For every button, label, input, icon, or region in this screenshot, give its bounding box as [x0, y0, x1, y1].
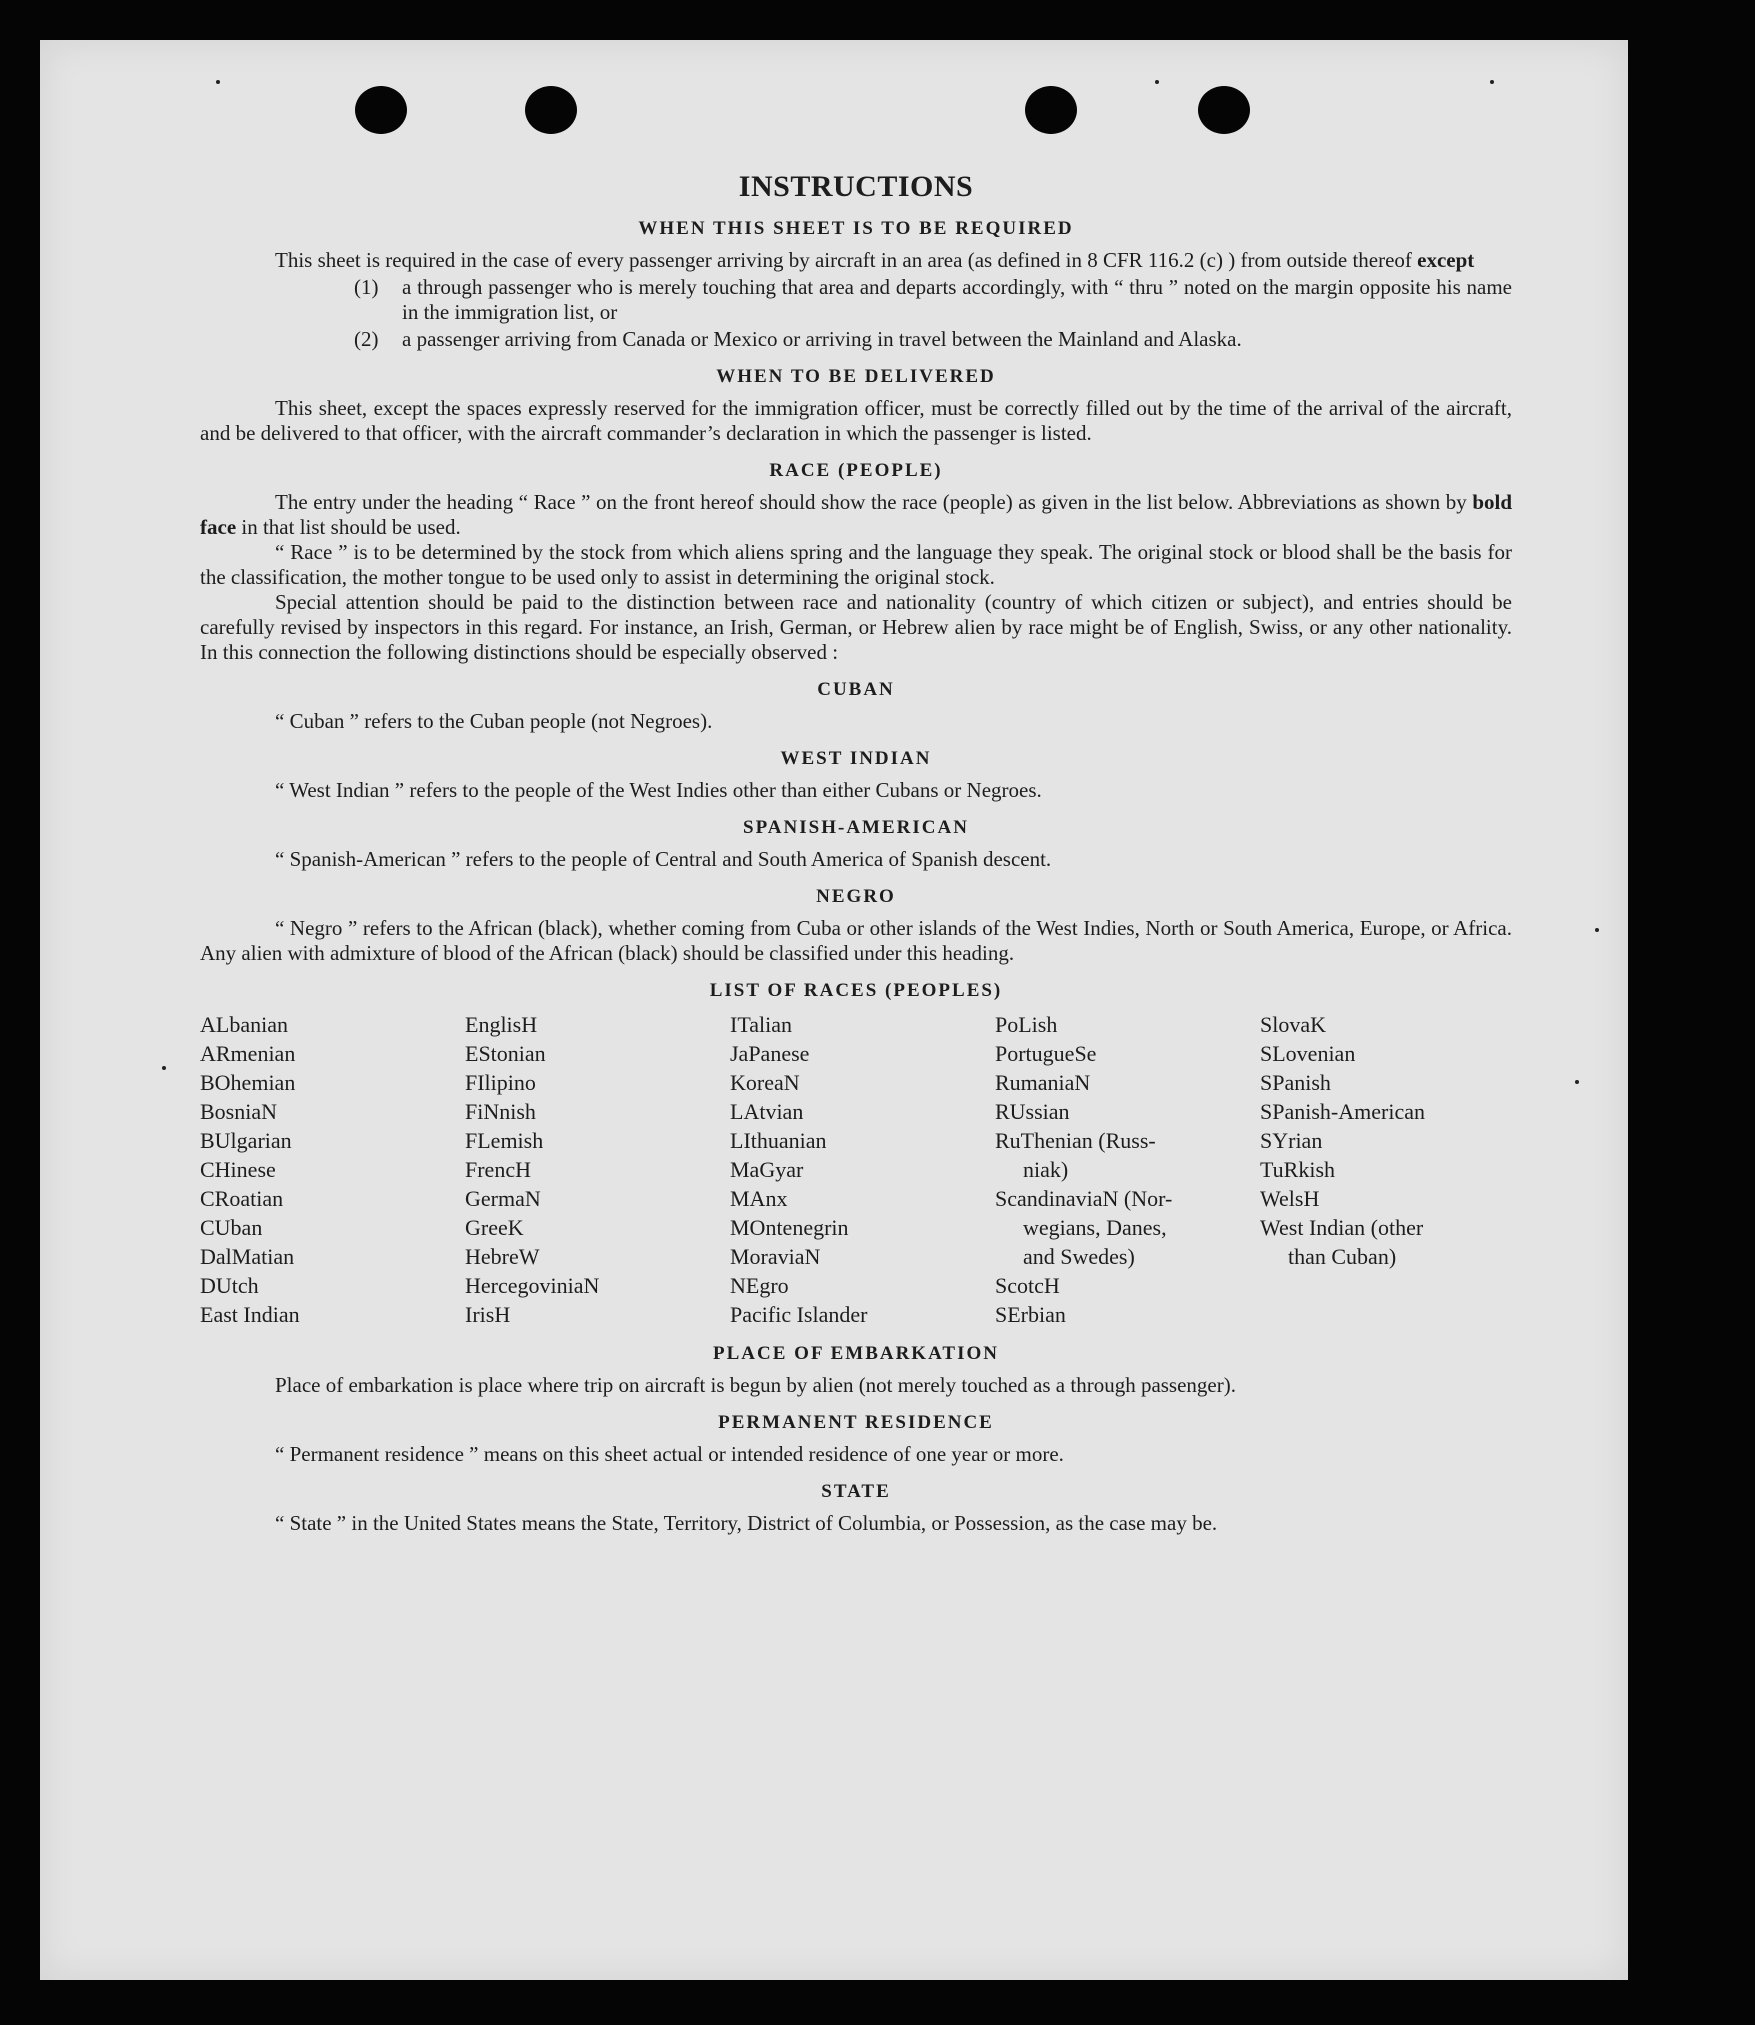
race-entry: SlovaK — [1260, 1012, 1326, 1037]
race-entry: MAnx — [730, 1186, 788, 1211]
list-item — [354, 327, 1512, 352]
heading-embarkation: PLACE OF EMBARKATION — [713, 1343, 999, 1364]
speck — [1155, 80, 1159, 84]
race-entry: KoreaN — [730, 1070, 800, 1095]
race-entry: CUban — [200, 1215, 263, 1240]
race-paragraph-1 — [200, 490, 1512, 540]
race-p1-post: in that list should be used. — [241, 515, 461, 539]
race-p1-text: The entry under the heading “ Race ” on the front hereof should show the race (people) as given in the list below. Abbreviations as shown by — [275, 490, 1467, 514]
race-entry: ScandinaviaN (Nor- — [995, 1186, 1173, 1211]
state-text: “ State ” in the United States means the State, Territory, District of Columbia, or Possession, as the case may be. — [275, 1511, 1218, 1535]
race-entry-continued: wegians, Danes, — [1023, 1215, 1167, 1240]
race-entry: PoLish — [995, 1012, 1058, 1037]
punch-hole — [1198, 86, 1250, 134]
heading-required: WHEN THIS SHEET IS TO BE REQUIRED — [638, 218, 1074, 239]
list-item — [354, 275, 1512, 325]
item-text: a through passenger who is merely touching that area and departs accordingly, with “ thru ” noted on the margin opposite his name in the immigration list, or — [402, 275, 1512, 324]
race-entry-continued: and Swedes) — [1023, 1244, 1135, 1269]
required-intro-text: This sheet is required in the case of every passenger arriving by aircraft in an area (as defined in 8 CFR 116.2 (c) ) from outside thereof — [275, 248, 1412, 272]
race-entry: FiNnish — [465, 1099, 536, 1124]
race-entry: BUlgarian — [200, 1128, 292, 1153]
west-indian-text: “ West Indian ” refers to the people of the West Indies other than either Cubans or Negroes. — [275, 778, 1042, 802]
race-entry: DUtch — [200, 1273, 259, 1298]
race-entry: IrisH — [465, 1302, 511, 1327]
race-entry: EnglisH — [465, 1012, 538, 1037]
speck — [162, 1066, 166, 1070]
item-text: a passenger arriving from Canada or Mexico or arriving in travel between the Mainland and Alaska. — [402, 327, 1242, 351]
race-entry: EStonian — [465, 1041, 546, 1066]
item-number: (1) — [354, 275, 379, 299]
races-column — [995, 1010, 1260, 1329]
race-entry: FIlipino — [465, 1070, 536, 1095]
races-column — [465, 1010, 730, 1329]
race-entry: DalMatian — [200, 1244, 295, 1269]
race-entry: SErbian — [995, 1302, 1066, 1327]
required-intro-bold: except — [1417, 248, 1475, 272]
spanish-american-text: “ Spanish-American ” refers to the people of Central and South America of Spanish descent. — [275, 847, 1052, 871]
race-entry: BosniaN — [200, 1099, 277, 1124]
race-entry: East Indian — [200, 1302, 300, 1327]
race-p1-bold: bold face — [200, 490, 1513, 539]
punch-hole — [355, 86, 407, 134]
heading-spanish-american: SPANISH-AMERICAN — [743, 817, 969, 838]
races-column — [1260, 1010, 1512, 1329]
races-list — [200, 1010, 1512, 1329]
race-entry-continued: niak) — [1023, 1157, 1069, 1182]
heading-list-of-races: LIST OF RACES (PEOPLES) — [709, 980, 1003, 1001]
heading-cuban: CUBAN — [817, 679, 895, 700]
speck — [216, 80, 220, 84]
negro-text: “ Negro ” refers to the African (black), whether coming from Cuba or other islands of the West Indies, North or South America, Europe, or Africa. Any alien with admixture of blood of the African (black) should be classified under this heading. — [200, 916, 1512, 965]
race-paragraph-2: “ Race ” is to be determined by the stock from which aliens spring and the language they speak. The original stock or blood shall be the basis for the classification, the mother tongue to be used only to assist in determining the original stock. — [200, 540, 1512, 589]
race-entry: CHinese — [200, 1157, 276, 1182]
race-entry: JaPanese — [730, 1041, 810, 1066]
race-entry-continued: than Cuban) — [1288, 1244, 1397, 1269]
heading-state: STATE — [821, 1481, 891, 1502]
heading-negro: NEGRO — [816, 886, 896, 907]
race-entry: RuThenian (Russ- — [995, 1128, 1156, 1153]
race-entry: LAtvian — [730, 1099, 804, 1124]
race-entry: MaGyar — [730, 1157, 804, 1182]
required-intro — [200, 248, 1512, 273]
race-entry: FrencH — [465, 1157, 531, 1182]
heading-west-indian: WEST INDIAN — [780, 748, 932, 769]
race-entry: ARmenian — [200, 1041, 296, 1066]
race-entry: PortugueSe — [995, 1041, 1097, 1066]
speck — [1595, 928, 1599, 932]
race-entry: RumaniaN — [995, 1070, 1091, 1095]
races-column — [200, 1010, 465, 1329]
race-entry: HebreW — [465, 1244, 540, 1269]
race-entry: RUssian — [995, 1099, 1070, 1124]
race-entry: WelsH — [1260, 1186, 1320, 1211]
race-entry: GermaN — [465, 1186, 541, 1211]
delivered-text: This sheet, except the spaces expressly reserved for the immigration officer, must be correctly filled out by the time of the arrival of the aircraft, and be delivered to that officer, with the aircraft commander’s declaration in which the passenger is listed. — [200, 396, 1512, 445]
punch-hole — [525, 86, 577, 134]
race-entry: FLemish — [465, 1128, 544, 1153]
heading-delivered: WHEN TO BE DELIVERED — [716, 366, 996, 387]
document-sheet — [40, 40, 1628, 1980]
race-paragraph-3: Special attention should be paid to the distinction between race and nationality (country of which citizen or subject), and entries should be carefully revised by inspectors in this regard. For instance, an Irish, German, or Hebrew alien by race might be of English, Swiss, or any other nationality. In this connection the following distinctions should be especially observed : — [200, 590, 1512, 664]
race-entry: SPanish — [1260, 1070, 1331, 1095]
races-column — [730, 1010, 995, 1329]
race-entry: Pacific Islander — [730, 1302, 868, 1327]
heading-permanent-residence: PERMANENT RESIDENCE — [718, 1412, 994, 1433]
race-entry: ITalian — [730, 1012, 792, 1037]
race-entry: BOhemian — [200, 1070, 296, 1095]
item-number: (2) — [354, 327, 379, 351]
race-entry: TuRkish — [1260, 1157, 1336, 1182]
race-entry: CRoatian — [200, 1186, 284, 1211]
instructions-body — [200, 170, 1512, 1536]
speck — [1490, 80, 1494, 84]
race-entry: HercegoviniaN — [465, 1273, 600, 1298]
race-entry: ALbanian — [200, 1012, 288, 1037]
embarkation-text: Place of embarkation is place where trip on aircraft is begun by alien (not merely touched as a through passenger). — [275, 1373, 1236, 1397]
race-entry: ScotcH — [995, 1273, 1060, 1298]
race-entry: MOntenegrin — [730, 1215, 849, 1240]
page-title: INSTRUCTIONS — [738, 170, 974, 203]
race-entry: West Indian (other — [1260, 1215, 1424, 1240]
race-entry: SLovenian — [1260, 1041, 1356, 1066]
speck — [1575, 1080, 1579, 1084]
race-entry: SPanish-American — [1260, 1099, 1425, 1124]
heading-race: RACE (PEOPLE) — [769, 460, 943, 481]
residence-text: “ Permanent residence ” means on this sheet actual or intended residence of one year or more. — [275, 1442, 1064, 1466]
punch-hole — [1025, 86, 1077, 134]
race-entry: MoraviaN — [730, 1244, 821, 1269]
race-entry: LIthuanian — [730, 1128, 827, 1153]
cuban-text: “ Cuban ” refers to the Cuban people (not Negroes). — [275, 709, 713, 733]
race-entry: GreeK — [465, 1215, 524, 1240]
race-entry: SYrian — [1260, 1128, 1323, 1153]
race-entry: NEgro — [730, 1273, 789, 1298]
